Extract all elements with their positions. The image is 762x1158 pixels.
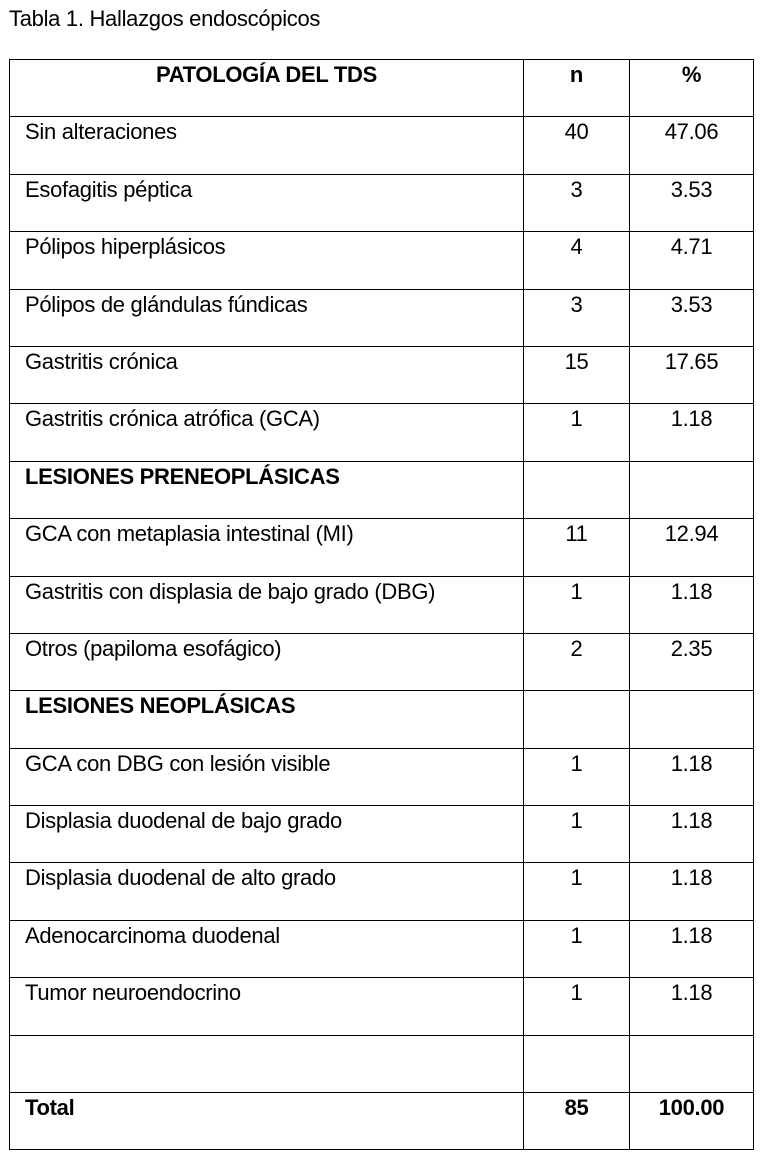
row-percent: 2.35 (630, 633, 754, 690)
table-row (10, 346, 754, 403)
row-n: 3 (524, 289, 630, 346)
row-label: Gastritis crónica atrófica (GCA) (10, 404, 524, 461)
row-n: 1 (524, 748, 630, 805)
row-n (524, 691, 630, 748)
table-row (10, 117, 754, 174)
row-percent (630, 691, 754, 748)
table-row (10, 633, 754, 690)
row-percent: 1.18 (630, 863, 754, 920)
empty-row (10, 1035, 754, 1092)
table-row (10, 748, 754, 805)
row-n: 1 (524, 404, 630, 461)
row-n: 1 (524, 978, 630, 1035)
row-percent (630, 461, 754, 518)
row-label: Pólipos de glándulas fúndicas (10, 289, 524, 346)
row-percent: 1.18 (630, 404, 754, 461)
row-percent: 3.53 (630, 289, 754, 346)
row-label: Displasia duodenal de bajo grado (10, 806, 524, 863)
table-caption: Tabla 1. Hallazgos endoscópicos (9, 6, 321, 31)
row-n: 4 (524, 232, 630, 289)
row-percent: 47.06 (630, 117, 754, 174)
header-row (10, 60, 754, 117)
row-label: Pólipos hiperplásicos (10, 232, 524, 289)
findings-table (9, 59, 754, 1150)
table-row (10, 404, 754, 461)
section-row-neoplastic (10, 691, 754, 748)
row-n (524, 1035, 630, 1092)
row-n: 40 (524, 117, 630, 174)
table-row (10, 174, 754, 231)
table-row (10, 289, 754, 346)
column-header-n: n (524, 60, 630, 117)
row-label: GCA con DBG con lesión visible (10, 748, 524, 805)
table-row (10, 806, 754, 863)
row-n: 11 (524, 519, 630, 576)
row-percent: 4.71 (630, 232, 754, 289)
table-row (10, 920, 754, 977)
section-row-preneoplastic (10, 461, 754, 518)
total-label: Total (10, 1093, 524, 1150)
row-label: Esofagitis péptica (10, 174, 524, 231)
row-percent: 17.65 (630, 346, 754, 403)
row-n (524, 461, 630, 518)
table-row (10, 978, 754, 1035)
row-percent: 1.18 (630, 748, 754, 805)
total-percent: 100.00 (630, 1093, 754, 1150)
row-n: 1 (524, 920, 630, 977)
row-label: Otros (papiloma esofágico) (10, 633, 524, 690)
row-percent: 3.53 (630, 174, 754, 231)
row-n: 3 (524, 174, 630, 231)
column-header-pathology: PATOLOGÍA DEL TDS (10, 60, 524, 117)
row-percent: 12.94 (630, 519, 754, 576)
row-n: 15 (524, 346, 630, 403)
row-label: Gastritis crónica (10, 346, 524, 403)
table-row (10, 863, 754, 920)
row-n: 1 (524, 863, 630, 920)
row-percent: 1.18 (630, 576, 754, 633)
section-heading: LESIONES PRENEOPLÁSICAS (10, 461, 524, 518)
row-label: GCA con metaplasia intestinal (MI) (10, 519, 524, 576)
total-n: 85 (524, 1093, 630, 1150)
row-label: Adenocarcinoma duodenal (10, 920, 524, 977)
row-label: Gastritis con displasia de bajo grado (DBG) (10, 576, 524, 633)
column-header-percent: % (630, 60, 754, 117)
row-percent: 1.18 (630, 978, 754, 1035)
row-label (10, 1035, 524, 1092)
total-row (10, 1093, 754, 1150)
row-label: Tumor neuroendocrino (10, 978, 524, 1035)
table-row (10, 232, 754, 289)
row-percent (630, 1035, 754, 1092)
table-row (10, 576, 754, 633)
row-n: 2 (524, 633, 630, 690)
row-percent: 1.18 (630, 806, 754, 863)
row-label: Sin alteraciones (10, 117, 524, 174)
row-n: 1 (524, 576, 630, 633)
row-label: Displasia duodenal de alto grado (10, 863, 524, 920)
row-percent: 1.18 (630, 920, 754, 977)
section-heading: LESIONES NEOPLÁSICAS (10, 691, 524, 748)
row-n: 1 (524, 806, 630, 863)
table-row (10, 519, 754, 576)
